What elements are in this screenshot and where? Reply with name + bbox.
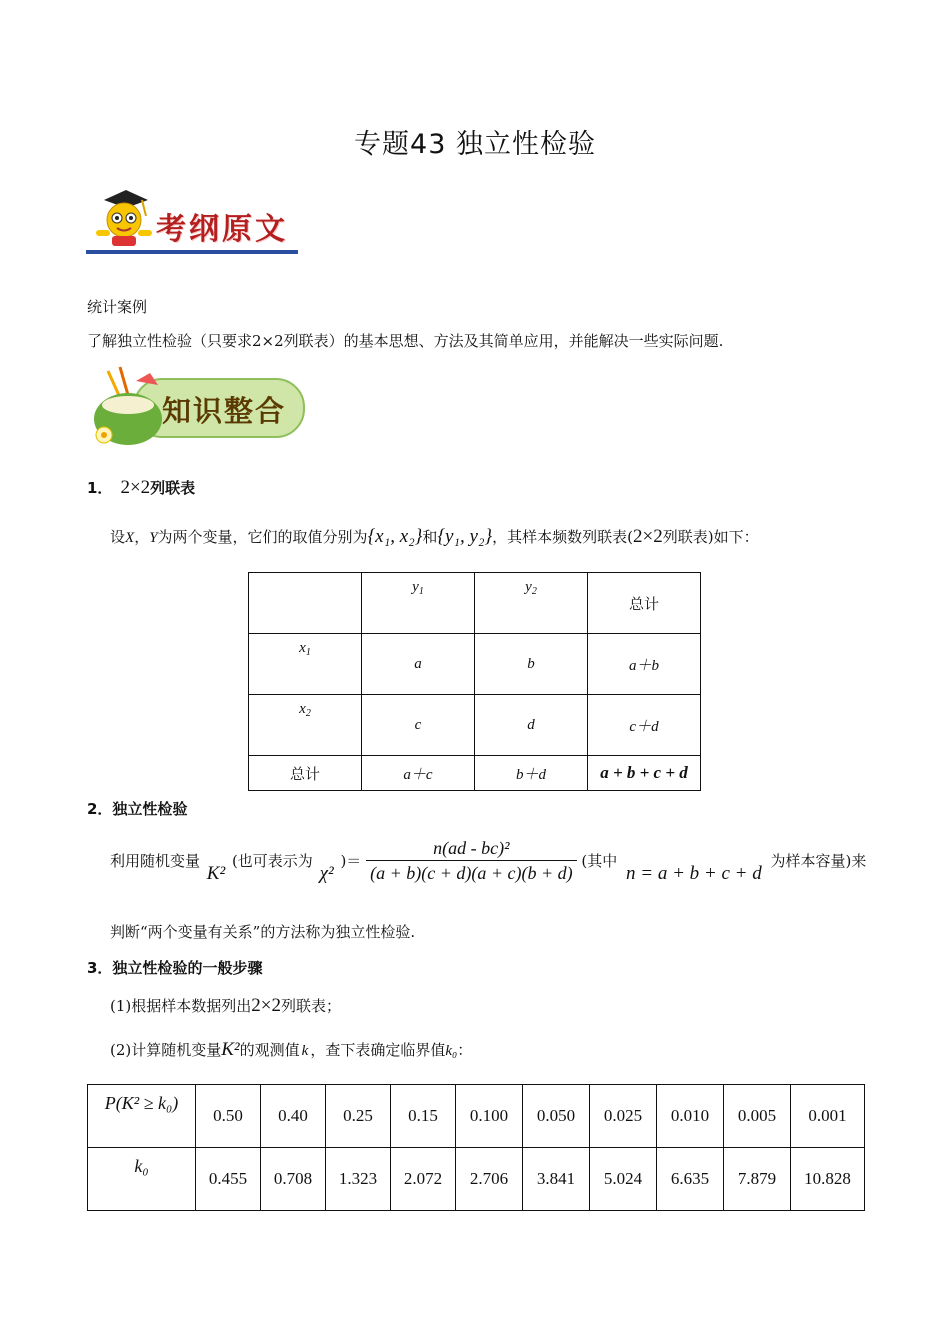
step2-d: ： bbox=[457, 1041, 473, 1059]
table-cell: 5.024 bbox=[590, 1148, 657, 1211]
table-cell: 1.323 bbox=[326, 1148, 391, 1211]
table-header-y1: $y_1$ bbox=[362, 573, 475, 634]
section2-conclusion: 判断“两个变量有关系”的方法称为独立性检验. bbox=[110, 923, 416, 941]
step2-b: 的观测值 bbox=[239, 1041, 300, 1059]
table-cell: a bbox=[362, 634, 475, 695]
formula-denominator: (a + b)(c + d)(a + c)(b + d) bbox=[366, 860, 577, 883]
syllabus-banner bbox=[86, 186, 301, 262]
table-row bbox=[249, 573, 701, 634]
step1-math: 2×2 bbox=[251, 995, 281, 1016]
intro-d: 列联表)如下： bbox=[662, 528, 759, 546]
table-cell: b bbox=[475, 634, 588, 695]
formula-p2: (也可表示为 bbox=[231, 851, 313, 870]
intro-c: ，其样本频数列联表( bbox=[492, 528, 633, 546]
syllabus-banner-label: 考纲原文 bbox=[156, 212, 288, 247]
table-cell: 0.001 bbox=[791, 1085, 865, 1148]
table-row bbox=[88, 1148, 865, 1211]
knowledge-banner-label: 知识整合 bbox=[162, 394, 287, 428]
table-cell: 0.15 bbox=[391, 1085, 456, 1148]
table-header-total: 总计 bbox=[588, 573, 701, 634]
table-cell: 10.828 bbox=[791, 1148, 865, 1211]
var-k2: K² bbox=[206, 862, 226, 884]
step2-k0: k₀ bbox=[445, 1043, 458, 1059]
var-x: X bbox=[125, 530, 135, 546]
kt-row1-label: P(K² ≥ k₀) bbox=[88, 1085, 196, 1148]
table-cell: a + b + c + d bbox=[588, 756, 701, 791]
table-cell: 0.40 bbox=[261, 1085, 326, 1148]
table-cell: 0.25 bbox=[326, 1085, 391, 1148]
section3-heading: 3．独立性检验的一般步骤 bbox=[87, 959, 263, 977]
set-y: {y₁, y₂} bbox=[437, 526, 493, 547]
table-row bbox=[249, 634, 701, 695]
section1-heading bbox=[87, 478, 195, 498]
syllabus-heading: 统计案例 bbox=[87, 298, 148, 316]
formula-p5: 为样本容量)来 bbox=[770, 851, 867, 870]
page-title: 专题43 独立性检验 bbox=[354, 129, 596, 160]
table-cell: 0.50 bbox=[196, 1085, 261, 1148]
table-cell: b＋d bbox=[475, 756, 588, 791]
intro-and: 和 bbox=[422, 528, 438, 546]
step2 bbox=[110, 1040, 472, 1061]
step2-k: k bbox=[301, 1043, 309, 1059]
set-x: {x₁, x₂} bbox=[367, 526, 423, 547]
table-cell: 0.455 bbox=[196, 1148, 261, 1211]
section1-number: 1． bbox=[87, 479, 113, 497]
step2-a: (2)计算随机变量 bbox=[110, 1041, 222, 1059]
step1-b: 列联表； bbox=[280, 997, 341, 1015]
table-cell: 0.005 bbox=[724, 1085, 791, 1148]
table-cell: 2.706 bbox=[456, 1148, 523, 1211]
table-cell: c bbox=[362, 695, 475, 756]
contingency-table bbox=[248, 572, 701, 791]
section1-intro bbox=[110, 527, 759, 548]
section1-title: 列联表 bbox=[150, 479, 196, 497]
intro-b: 为两个变量，它们的取值分别为 bbox=[157, 528, 368, 546]
step1 bbox=[110, 996, 341, 1016]
table-cell: 0.025 bbox=[590, 1085, 657, 1148]
table-cell: 3.841 bbox=[523, 1148, 590, 1211]
table-cell: a＋c bbox=[362, 756, 475, 791]
intro-comma: ， bbox=[134, 528, 150, 546]
table-row bbox=[88, 1085, 865, 1148]
step2-k2: K² bbox=[221, 1039, 240, 1060]
table-cell: 2.072 bbox=[391, 1148, 456, 1211]
var-chi2: χ² bbox=[319, 862, 334, 884]
table-row-x1: $x_1$ bbox=[249, 634, 362, 695]
critical-value-table bbox=[87, 1084, 865, 1211]
kt-row2-label: k₀ bbox=[88, 1148, 196, 1211]
table-cell: 0.010 bbox=[657, 1085, 724, 1148]
step2-c: ，查下表确定临界值 bbox=[310, 1041, 446, 1059]
table-cell: 6.635 bbox=[657, 1148, 724, 1211]
syllabus-text: 了解独立性检验（只要求2×2列联表）的基本思想、方法及其简单应用，并能解决一些实际问题. bbox=[87, 332, 724, 350]
intro-math-22: 2×2 bbox=[633, 526, 663, 547]
knowledge-banner bbox=[86, 365, 306, 455]
table-cell bbox=[249, 573, 362, 634]
formula-fraction bbox=[366, 838, 577, 883]
section2-heading: 2．独立性检验 bbox=[87, 800, 188, 818]
table-cell: a＋b bbox=[588, 634, 701, 695]
table-cell: d bbox=[475, 695, 588, 756]
formula-numerator: n(ad - bc)² bbox=[433, 838, 510, 858]
formula-p4: (其中 bbox=[581, 851, 618, 870]
table-header-y2: $y_2$ bbox=[475, 573, 588, 634]
table-cell: 7.879 bbox=[724, 1148, 791, 1211]
section1-math: 2×2 bbox=[120, 477, 151, 498]
formula-p3: )＝ bbox=[340, 851, 362, 870]
formula-p1: 利用随机变量 bbox=[110, 851, 201, 870]
formula-line bbox=[110, 838, 866, 898]
intro-a: 设 bbox=[110, 528, 126, 546]
var-y: Y bbox=[149, 530, 158, 546]
table-row-x2: $x_2$ bbox=[249, 695, 362, 756]
table-cell: 0.708 bbox=[261, 1148, 326, 1211]
formula-n-eq: n = a + b + c + d bbox=[626, 862, 762, 884]
table-row bbox=[249, 756, 701, 791]
table-cell: 0.100 bbox=[456, 1085, 523, 1148]
table-cell: 0.050 bbox=[523, 1085, 590, 1148]
table-row-total: 总计 bbox=[249, 756, 362, 791]
step1-a: (1)根据样本数据列出 bbox=[110, 997, 252, 1015]
table-cell: c＋d bbox=[588, 695, 701, 756]
table-row bbox=[249, 695, 701, 756]
